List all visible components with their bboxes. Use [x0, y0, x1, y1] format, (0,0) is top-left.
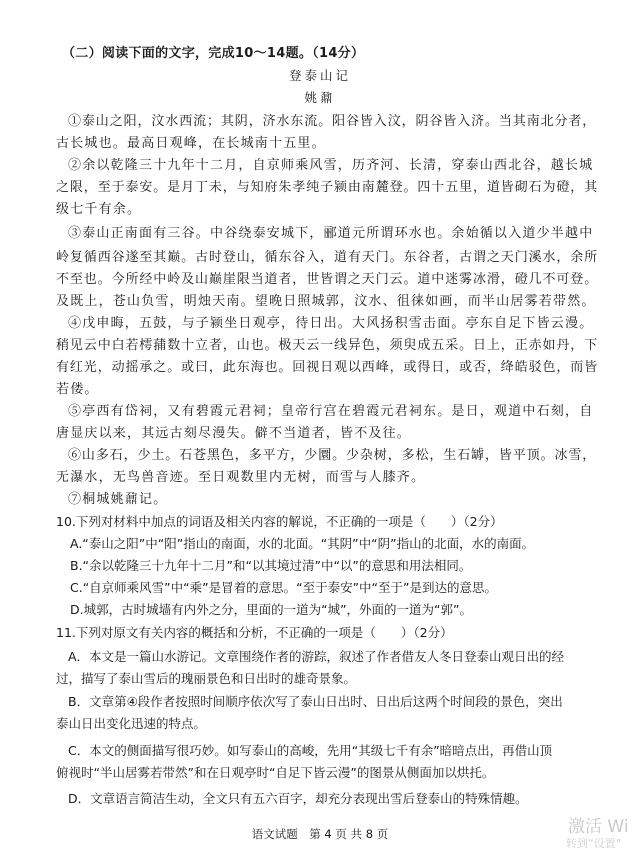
question-11-option: 俯视时“半山居雾若带然”和在日观亭时“自足下皆云漫”的图景从侧面加以烘托。 — [56, 765, 495, 780]
question-11-option: A．本文是一篇山水游记。文章围绕作者的游踪，叙述了作者借友人冬日登泰山观日出的经 — [68, 649, 565, 664]
passage-line: 稍见云中白若樗蒱数十立者，山也。极天云一线异色，须臾成五采。日上，正赤如丹，下 — [56, 338, 599, 353]
question-10-option: D.城郭，古时城墙有内外之分，里面的一道为“城”，外面的一道为“郭”。 — [70, 602, 473, 617]
passage-line: 有红光，动摇承之。或曰，此东海也。回视日观以西峰，或得日，或否，绛皓驳色，而皆 — [56, 360, 599, 375]
passage-line: ③泰山正南面有三谷。中谷绕泰安城下，郦道元所谓环水也。余始循以入道少半越中 — [68, 226, 594, 241]
passage-line: ④戊申晦，五鼓，与子颍坐日观亭，待日出。大风扬积雪击面。亭东自足下皆云漫。 — [68, 316, 594, 331]
passage-line: ①泰山之阳，汶水西流；其阴，济水东流。阳谷皆入汶，阴谷皆入济。当其南北分者， — [68, 114, 597, 129]
passage-line: ⑦桐城姚鼐记。 — [68, 492, 168, 507]
section-header: （二）阅读下面的文字，完成10～14题。（14分） — [62, 46, 365, 61]
passage-line: 之限，至于泰安。是月丁未，与知府朱孝纯子颍由南麓登。四十五里，道皆砌石为磴，其 — [56, 180, 599, 195]
essay-author: 姚鼐 — [304, 90, 336, 105]
question-11-option: 泰山日出变化迅速的特点。 — [56, 716, 207, 731]
passage-line: ⑤亭西有岱祠，又有碧霞元君祠；皇帝行宫在碧霞元君祠东。是日，观道中石刻，自 — [68, 404, 594, 419]
question-10-option: B.“余以乾隆三十九年十二月”和“以其境过清”中“以”的意思和用法相同。 — [70, 558, 472, 573]
passage-line: 及既上，苍山负雪，明烛天南。望晚日照城郭，汶水、徂徕如画，而半山居雾若带然。 — [56, 294, 596, 309]
question-11-option: C．本文的侧面描写很巧妙。如写泰山的高峻，先用“其级七千有余”暗暗点出，再借山顶 — [68, 743, 553, 758]
activation-watermark-sub: 转到“设置” — [566, 837, 622, 850]
question-11-option: B．文章第④段作者按照时间顺序依次写了泰山日出时、日出后这两个时间段的景色，突出 — [68, 694, 563, 709]
activation-watermark: 激活 Wi — [568, 817, 629, 837]
passage-line: ②余以乾隆三十九年十二月，自京师乘风雪，历齐河、长清，穿泰山西北谷，越长城 — [68, 158, 594, 173]
passage-line: ⑥山多石，少土。石苍黑色，多平方，少圜。少杂树，多松，生石罅，皆平顶。冰雪， — [68, 448, 597, 463]
passage-line: 唐显庆以来，其远古刻尽漫失。僻不当道者，皆不及往。 — [56, 426, 412, 441]
question-11-option: D．文章语言简洁生动，全文只有五六百字，却充分表现出雪后登泰山的特殊情趣。 — [68, 791, 528, 806]
question-10-option: A.“泰山之阳”中“阳”指山的南面，水的北面。“其阴”中“阴”指山的北面，水的南面。 — [70, 536, 535, 551]
question-11-option: 过，描写了泰山雪后的瑰丽景色和日出时的雄奇景象。 — [56, 671, 357, 686]
page-footer: 语文试题 第 4 页 共 8 页 — [251, 827, 389, 841]
passage-line: 不至也。今所经中岭及山巅崖限当道者，世皆谓之天门云。道中迷雾冰滑，磴几不可登。 — [56, 272, 599, 287]
question-10-stem: 10.下列对材料中加点的词语及相关内容的解说，不正确的一项是（ ）（2分） — [56, 514, 503, 529]
passage-line: 若偻。 — [56, 382, 99, 397]
passage-line: 古长城也。最高日观峰，在长城南十五里。 — [56, 136, 326, 151]
passage-line: 无瀑水，无鸟兽音迹。至日观数里内无树，而雪与人膝齐。 — [56, 470, 426, 485]
question-11-stem: 11.下列对原文有关内容的概括和分析，不正确的一项是（ ）（2分） — [56, 625, 453, 640]
essay-title: 登泰山记 — [288, 68, 351, 83]
question-10-option: C.“自京师乘风雪”中“乘”是冒着的意思。“至于泰安”中“至于”是到达的意思。 — [70, 580, 498, 595]
passage-line: 级七千有余。 — [56, 202, 142, 217]
passage-line: 岭复循西谷遂至其巅。古时登山，循东谷入，道有天门。东谷者，古谓之天门溪水，余所 — [56, 250, 599, 265]
